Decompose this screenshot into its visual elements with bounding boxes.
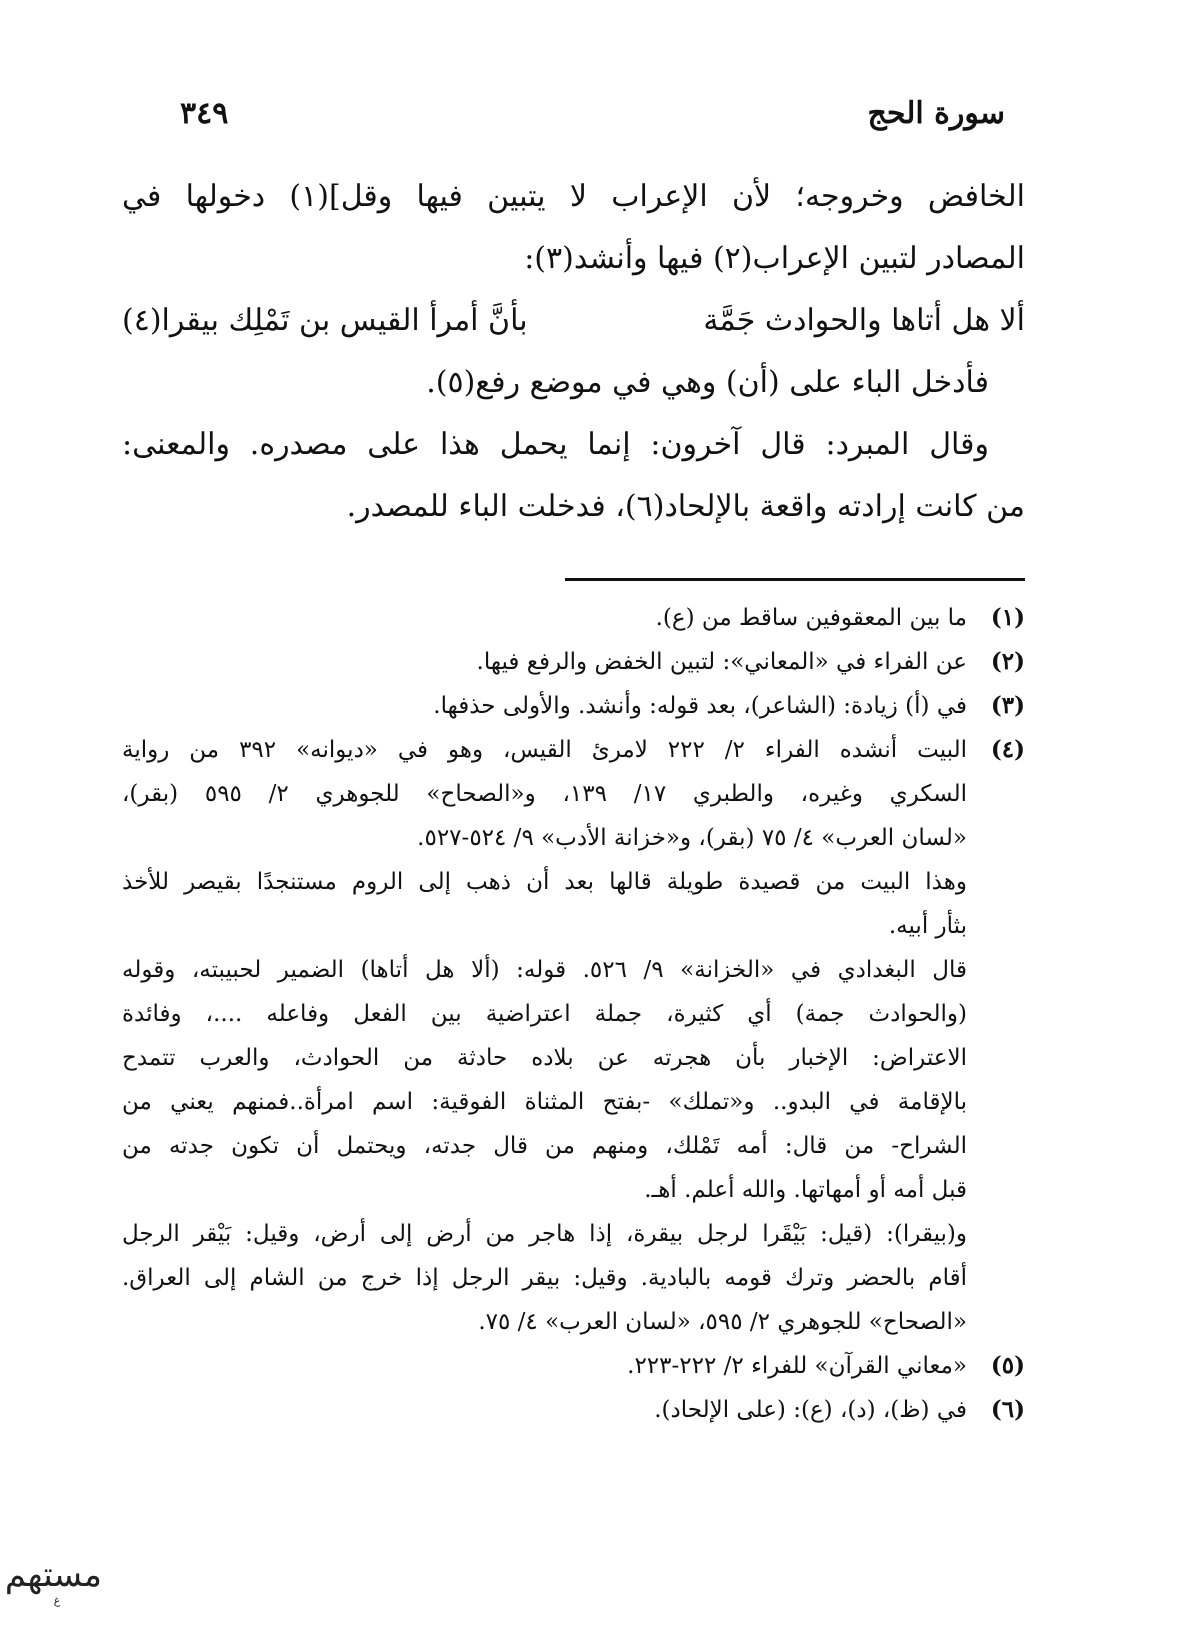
footnote-line: الاعتراض: الإخبار بأن هجرته عن بلاده حادثة من الحوادث، والعرب تتمدح bbox=[122, 1045, 967, 1071]
footnote-number: (٣) bbox=[990, 692, 1025, 719]
text-line: الخافض وخروجه؛ لأن الإعراب لا يتبين فيها وقل](١) دخولها في bbox=[122, 179, 1025, 214]
publisher-logo: مستهم غ bbox=[4, 1555, 102, 1607]
footnote-text bbox=[122, 948, 967, 1212]
footnote-line: وهذا البيت من قصيدة طويلة قالها بعد أن ذهب إلى الروم مستنجدًا بقيصر للأخذ bbox=[122, 869, 967, 895]
footnote-number: (٦) bbox=[990, 1396, 1025, 1423]
footnote bbox=[122, 1344, 1025, 1388]
poetry-verse bbox=[122, 290, 1025, 352]
surah-title: سورة الحج bbox=[867, 96, 1005, 131]
footnote-text bbox=[122, 640, 967, 684]
verse-second-hemistich: بأنَّ أمرأ القيس بن تَمْلِك بيقرا(٤) bbox=[122, 303, 528, 338]
running-header bbox=[180, 96, 1005, 136]
footnote-text bbox=[122, 596, 967, 640]
footnote bbox=[122, 684, 1025, 728]
verse-first-hemistich: ألا هل أتاها والحوادث جَمَّة bbox=[703, 303, 1025, 338]
footnote-line: السكري وغيره، والطبري ١٧/ ١٣٩، و«الصحاح» للجوهري ٢/ ٥٩٥ (بقر)، bbox=[122, 781, 967, 807]
page-number: ٣٤٩ bbox=[180, 96, 229, 131]
text-line: وقال المبرد: قال آخرون: إنما يحمل هذا على مصدره. والمعنى: bbox=[122, 427, 989, 462]
footnote-text bbox=[122, 860, 967, 948]
text-line: المصادر لتبين الإعراب(٢) فيها وأنشد(٣): bbox=[524, 241, 1025, 276]
footnote-line: ما بين المعقوفين ساقط من (ع). bbox=[655, 605, 967, 631]
footnote-line: «معاني القرآن» للفراء ٢/ ٢٢٢-٢٢٣. bbox=[627, 1353, 967, 1379]
footnote-line: البيت أنشده الفراء ٢/ ٢٢٢ لامرئ القيس، وهو في «ديوانه» ٣٩٢ من رواية bbox=[122, 737, 967, 763]
footnote-number: (١) bbox=[990, 604, 1025, 631]
footnote-line: عن الفراء في «المعاني»: لتبين الخفض والرفع فيها. bbox=[476, 649, 967, 675]
footnote-number: (٥) bbox=[990, 1352, 1025, 1379]
footnote-text bbox=[122, 1388, 967, 1432]
footnote-line: و(بيقرا): (قيل: بَيْقَرا لرجل بيقرة، إذا هاجر من أرض إلى أرض، وقيل: بَيْقر الرجل bbox=[122, 1221, 967, 1247]
footnote-line: قبل أمه أو أمهاتها. والله أعلم. أهـ. bbox=[644, 1177, 967, 1203]
footnote-text bbox=[122, 1212, 967, 1344]
text-line: فأدخل الباء على (أن) وهي في موضع رفع(٥). bbox=[426, 365, 989, 400]
footnote-line: بثأر أبيه. bbox=[888, 913, 967, 939]
footnote bbox=[122, 860, 1025, 948]
footnote-text bbox=[122, 1344, 967, 1388]
footnote bbox=[122, 948, 1025, 1212]
main-text bbox=[122, 166, 1025, 538]
footnote-line: في (ظ)، (د)، (ع): (على الإلحاد). bbox=[654, 1397, 967, 1423]
footnote-line: (والحوادث جمة) أي كثيرة، جملة اعتراضية بين الفعل وفاعله ....، وفائدة bbox=[122, 1001, 967, 1027]
footnote-line: بالإقامة في البدو.. و«تملك» -بفتح المثناة الفوقية: اسم امرأة..فمنهم يعني من bbox=[122, 1089, 967, 1115]
footnote-text bbox=[122, 684, 967, 728]
footnote bbox=[122, 596, 1025, 640]
footnote-number: (٤) bbox=[990, 736, 1025, 763]
footnote-line: في (أ) زيادة: (الشاعر)، بعد قوله: وأنشد. والأولى حذفها. bbox=[433, 693, 967, 719]
footnote-line: «لسان العرب» ٤/ ٧٥ (بقر)، و«خزانة الأدب» ٩/ ٥٢٤-٥٢٧. bbox=[417, 825, 967, 851]
footnote-line: أقام بالحضر وترك قومه بالبادية. وقيل: بيقر الرجل إذا خرج من الشام إلى العراق. bbox=[122, 1265, 967, 1291]
footnote bbox=[122, 728, 1025, 860]
footnotes bbox=[122, 596, 1025, 1432]
footnote-line: «الصحاح» للجوهري ٢/ ٥٩٥، «لسان العرب» ٤/ ٧٥. bbox=[478, 1309, 967, 1335]
text-line: من كانت إرادته واقعة بالإلحاد(٦)، فدخلت الباء للمصدر. bbox=[346, 489, 1025, 524]
footnote bbox=[122, 1388, 1025, 1432]
footnote bbox=[122, 1212, 1025, 1344]
footnote-line: الشراح- من قال: أمه تَمْلك، ومنهم من قال جدته، ويحتمل أن تكون جدته من bbox=[122, 1133, 967, 1159]
footnote bbox=[122, 640, 1025, 684]
footnote-separator bbox=[565, 578, 1025, 581]
footnote-line: قال البغدادي في «الخزانة» ٩/ ٥٢٦. قوله: (ألا هل أتاها) الضمير لحبيبته، وقوله bbox=[122, 957, 967, 983]
footnote-text bbox=[122, 728, 967, 860]
footnote-number: (٢) bbox=[990, 648, 1025, 675]
